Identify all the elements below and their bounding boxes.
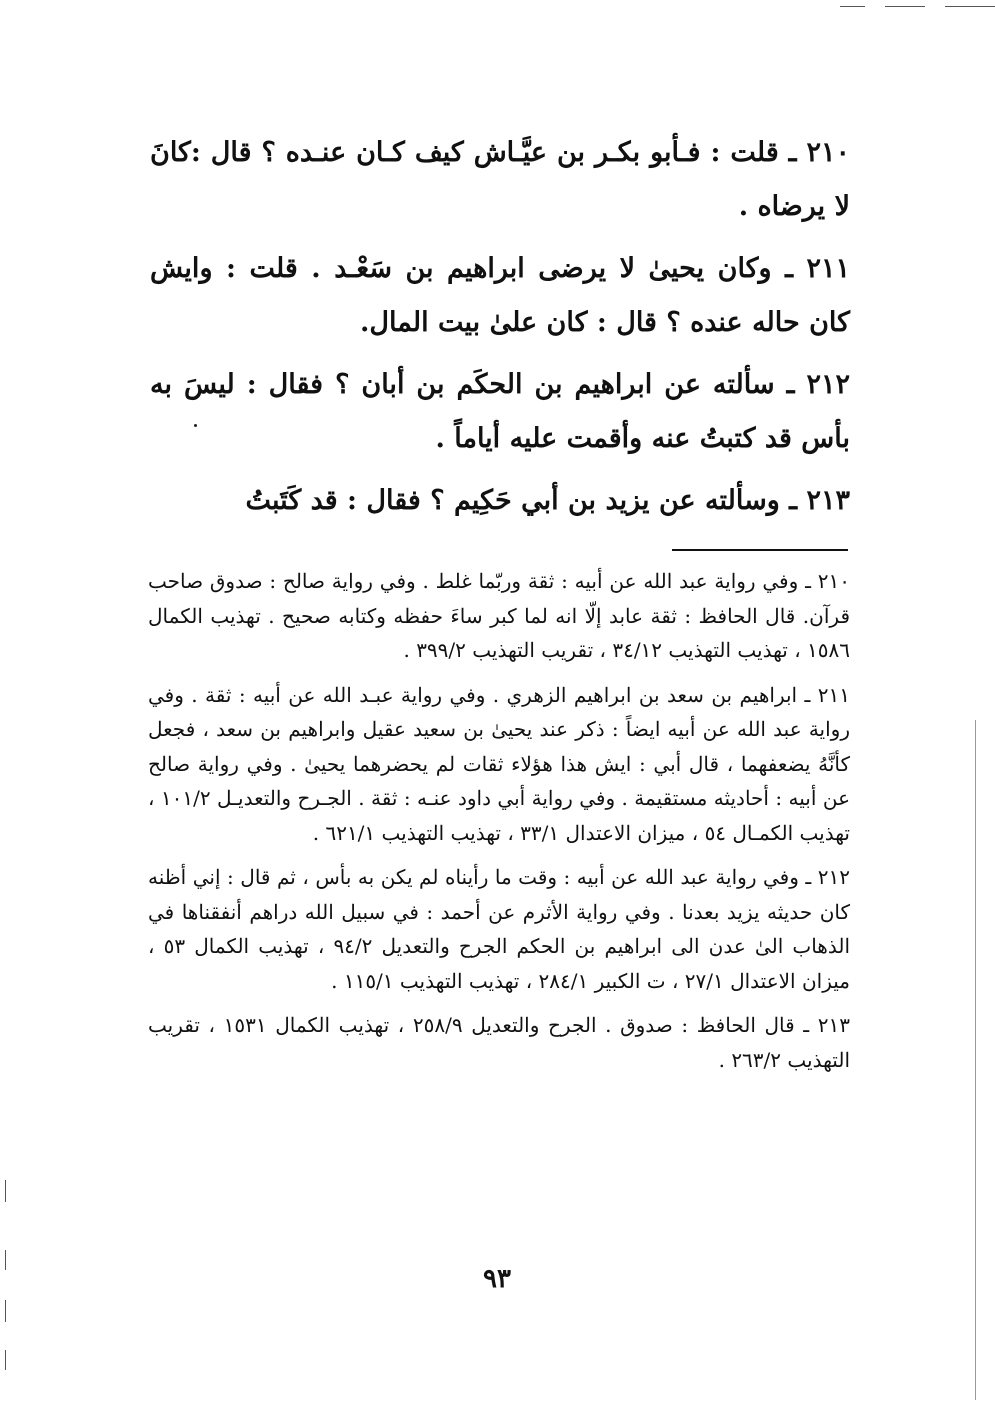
- scan-mark: [945, 6, 995, 7]
- scan-mark: [5, 1180, 6, 1202]
- main-text: [150, 126, 850, 536]
- page-number: ٩٣: [483, 1264, 511, 1294]
- paragraph-213: ٢١٣ ـ وسألته عن يزيد بن أبي حَكِيم ؟ فقال : قد كَتَبتُ: [245, 485, 850, 516]
- paragraph-212: ٢١٢ ـ سألته عن ابراهيم بن الحكَم بن أبان ؟ فقال : ليسَ به بأس قد كتبتُ عنه وأقمت عليه أياماً .: [150, 369, 850, 454]
- paragraph-210: ٢١٠ ـ قلت : فـأبو بكـر بن عيَّـاش كيف كـان عنـده ؟ قال :كانَ لا يرضاه .: [150, 137, 850, 222]
- footnote-211: ٢١١ ـ ابراهيم بن سعد بن ابراهيم الزهري . وفي رواية عبـد الله عن أبيه : ثقة . وفي رواية عبد الله عن أبيه ايضاً : ذكر عند يحيىٰ بن سعيد عقيل وابراهيم بن سعد ، فجعل كأنَّهُ يضعفهما ، قال أبي : ايش هذا هؤلاء ثقات لم يحضرهما يحيىٰ . وفي رواية صالح عن أبيه : أحاديثه مستقيمة . وفي رواية أبي داود عنـه : ثقة . الجـرح والتعديـل ١٠١/٢ ، تهذيب الكمـال ٥٤ ، ميزان الاعتدال ٣٣/١ ، تهذيب التهذيب ٦٢١/١ .: [148, 682, 850, 845]
- footnote-213: ٢١٣ ـ قال الحافظ : صدوق . الجرح والتعديل ٢٥٨/٩ ، تهذيب الكمال ١٥٣١ ، تقريب التهذيب ٢٦٣/٢ .: [148, 1013, 851, 1072]
- scan-mark: [5, 1300, 6, 1322]
- scan-mark: [840, 6, 865, 7]
- scan-edge-line: [975, 720, 976, 1400]
- scan-mark: [885, 6, 925, 7]
- scan-mark: [5, 1250, 6, 1270]
- footnotes: [148, 564, 850, 1087]
- footnote-210: ٢١٠ ـ وفي رواية عبد الله عن أبيه : ثقة وربّما غلط . وفي رواية صالح : صدوق صاحب قرآن. قال الحافظ : ثقة عابد إلّا انه لما كبر ساءَ حفظه وكتابه صحيح . تهذيب الكمال ١٥٨٦ ، تهذيب التهذيب ٣٤/١٢ ، تقريب التهذيب ٣٩٩/٢ .: [148, 569, 850, 662]
- footnote-separator: [672, 549, 848, 551]
- scan-mark: [5, 1350, 6, 1370]
- footnote-212: ٢١٢ ـ وفي رواية عبد الله عن أبيه : وقت ما رأيناه لم يكن به بأس ، ثم قال : إني أظنه كان حديثه يزيد بعدنا . وفي رواية الأثرم عن أحمد : في سبيل الله دراهم أنفقناها في الذهاب الىٰ عدن الى ابراهيم بن الحكم الجرح والتعديل ٩٤/٢ ، تهذيب الكمال ٥٣ ، ميزان الاعتدال ٢٧/١ ، ت الكبير ٢٨٤/١ ، تهذيب التهذيب ١١٥/١ .: [148, 865, 850, 993]
- paragraph-211: ٢١١ ـ وكان يحيىٰ لا يرضى ابراهيم بن سَعْـد . قلت : وايش كان حاله عنده ؟ قال : كان علىٰ بيت المال.: [150, 253, 850, 338]
- scan-speck: [194, 424, 197, 427]
